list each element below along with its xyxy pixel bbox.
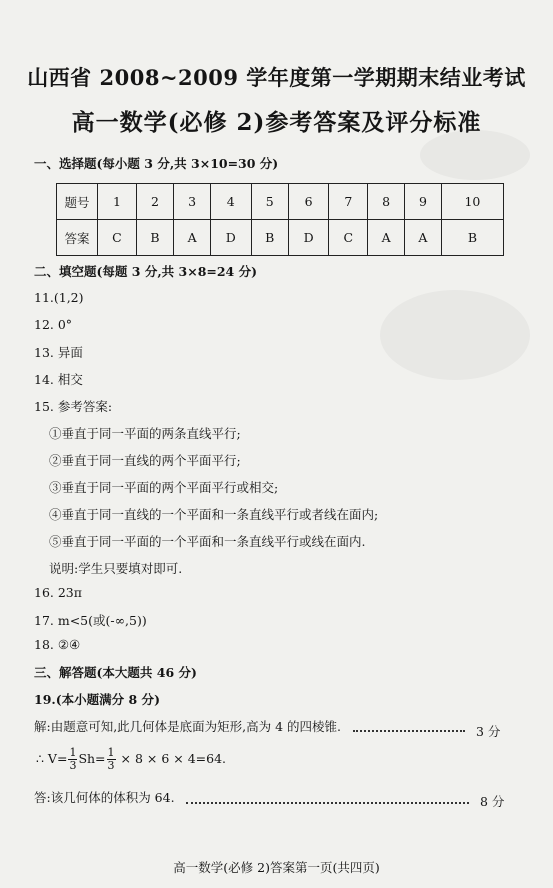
score-3: 3 分	[476, 724, 501, 739]
section2-heading: 二、填空题(每题 3 分,共 3×8=24 分)	[34, 264, 258, 279]
q19-solution: 解:由题意可知,此几何体是底面为矩形,高为 4 的四棱锥.	[34, 719, 342, 734]
q15-note: 说明:学生只要填对即可.	[49, 561, 183, 576]
answer-q13: 13. 异面	[34, 345, 83, 360]
row-label-answer: 答案	[57, 220, 98, 256]
scan-smudge	[420, 130, 530, 180]
question-number: 10	[441, 184, 503, 220]
answer-q11: 11.(1,2)	[34, 290, 84, 305]
answer-cell: D	[288, 220, 328, 256]
answer-table	[56, 183, 504, 256]
question-number: 9	[405, 184, 442, 220]
formula-mid: Sh=	[78, 751, 106, 766]
q15-item-5: ⑤垂直于同一平面的一个平面和一条直线平行或线在面内.	[49, 534, 366, 549]
answer-cell: D	[211, 220, 251, 256]
row-label-number: 题号	[57, 184, 98, 220]
question-number: 5	[251, 184, 288, 220]
exam-title: 山西省 2008~2009 学年度第一学期期末结业考试	[27, 65, 526, 90]
answer-q12: 12. 0°	[34, 317, 73, 332]
q19-heading: 19.(本小题满分 8 分)	[34, 692, 160, 707]
q19-answer: 答:该几何体的体积为 64.	[34, 790, 175, 805]
table-row-answers	[57, 220, 504, 256]
scan-smudge	[380, 290, 530, 380]
answer-cell: A	[368, 220, 405, 256]
q15-item-1: ①垂直于同一平面的两条直线平行;	[49, 426, 241, 441]
page-footer: 高一数学(必修 2)答案第一页(共四页)	[173, 860, 380, 875]
answer-cell: C	[98, 220, 137, 256]
exam-subtitle: 高一数学(必修 2)参考答案及评分标准	[71, 109, 482, 136]
question-number: 6	[288, 184, 328, 220]
answer-cell: B	[136, 220, 173, 256]
answer-cell: C	[329, 220, 368, 256]
q19-formula	[36, 744, 226, 774]
question-number: 2	[136, 184, 173, 220]
answer-cell: B	[441, 220, 503, 256]
answer-q16: 16. 23π	[34, 585, 82, 600]
formula-suffix: × 8 × 6 × 4=64.	[120, 751, 227, 766]
q15-item-4: ④垂直于同一直线的一个平面和一条直线平行或者线在面内;	[49, 507, 379, 522]
section3-heading: 三、解答题(本大题共 46 分)	[34, 665, 197, 680]
dot-leader	[186, 802, 469, 804]
q15-item-3: ③垂直于同一平面的两个平面平行或相交;	[49, 480, 279, 495]
answer-q17: 17. m<5(或(-∞,5))	[34, 613, 147, 628]
answer-q18: 18. ②④	[34, 637, 81, 652]
dot-leader	[353, 730, 465, 732]
question-number: 1	[98, 184, 137, 220]
table-row-numbers	[57, 184, 504, 220]
formula-prefix: ∴ V=	[36, 751, 68, 766]
answer-q15: 15. 参考答案:	[34, 399, 113, 414]
answer-q14: 14. 相交	[34, 372, 83, 387]
answer-cell: A	[405, 220, 442, 256]
q15-item-2: ②垂直于同一直线的两个平面平行;	[49, 453, 241, 468]
fraction-one-third: $\frac{1}{3}$	[69, 746, 77, 772]
fraction-one-third: $\frac{1}{3}$	[107, 746, 115, 772]
question-number: 8	[368, 184, 405, 220]
question-number: 3	[174, 184, 211, 220]
score-8: 8 分	[480, 794, 505, 809]
section1-heading: 一、选择题(每小题 3 分,共 3×10=30 分)	[34, 156, 279, 171]
question-number: 7	[329, 184, 368, 220]
question-number: 4	[211, 184, 251, 220]
answer-cell: A	[174, 220, 211, 256]
answer-cell: B	[251, 220, 288, 256]
